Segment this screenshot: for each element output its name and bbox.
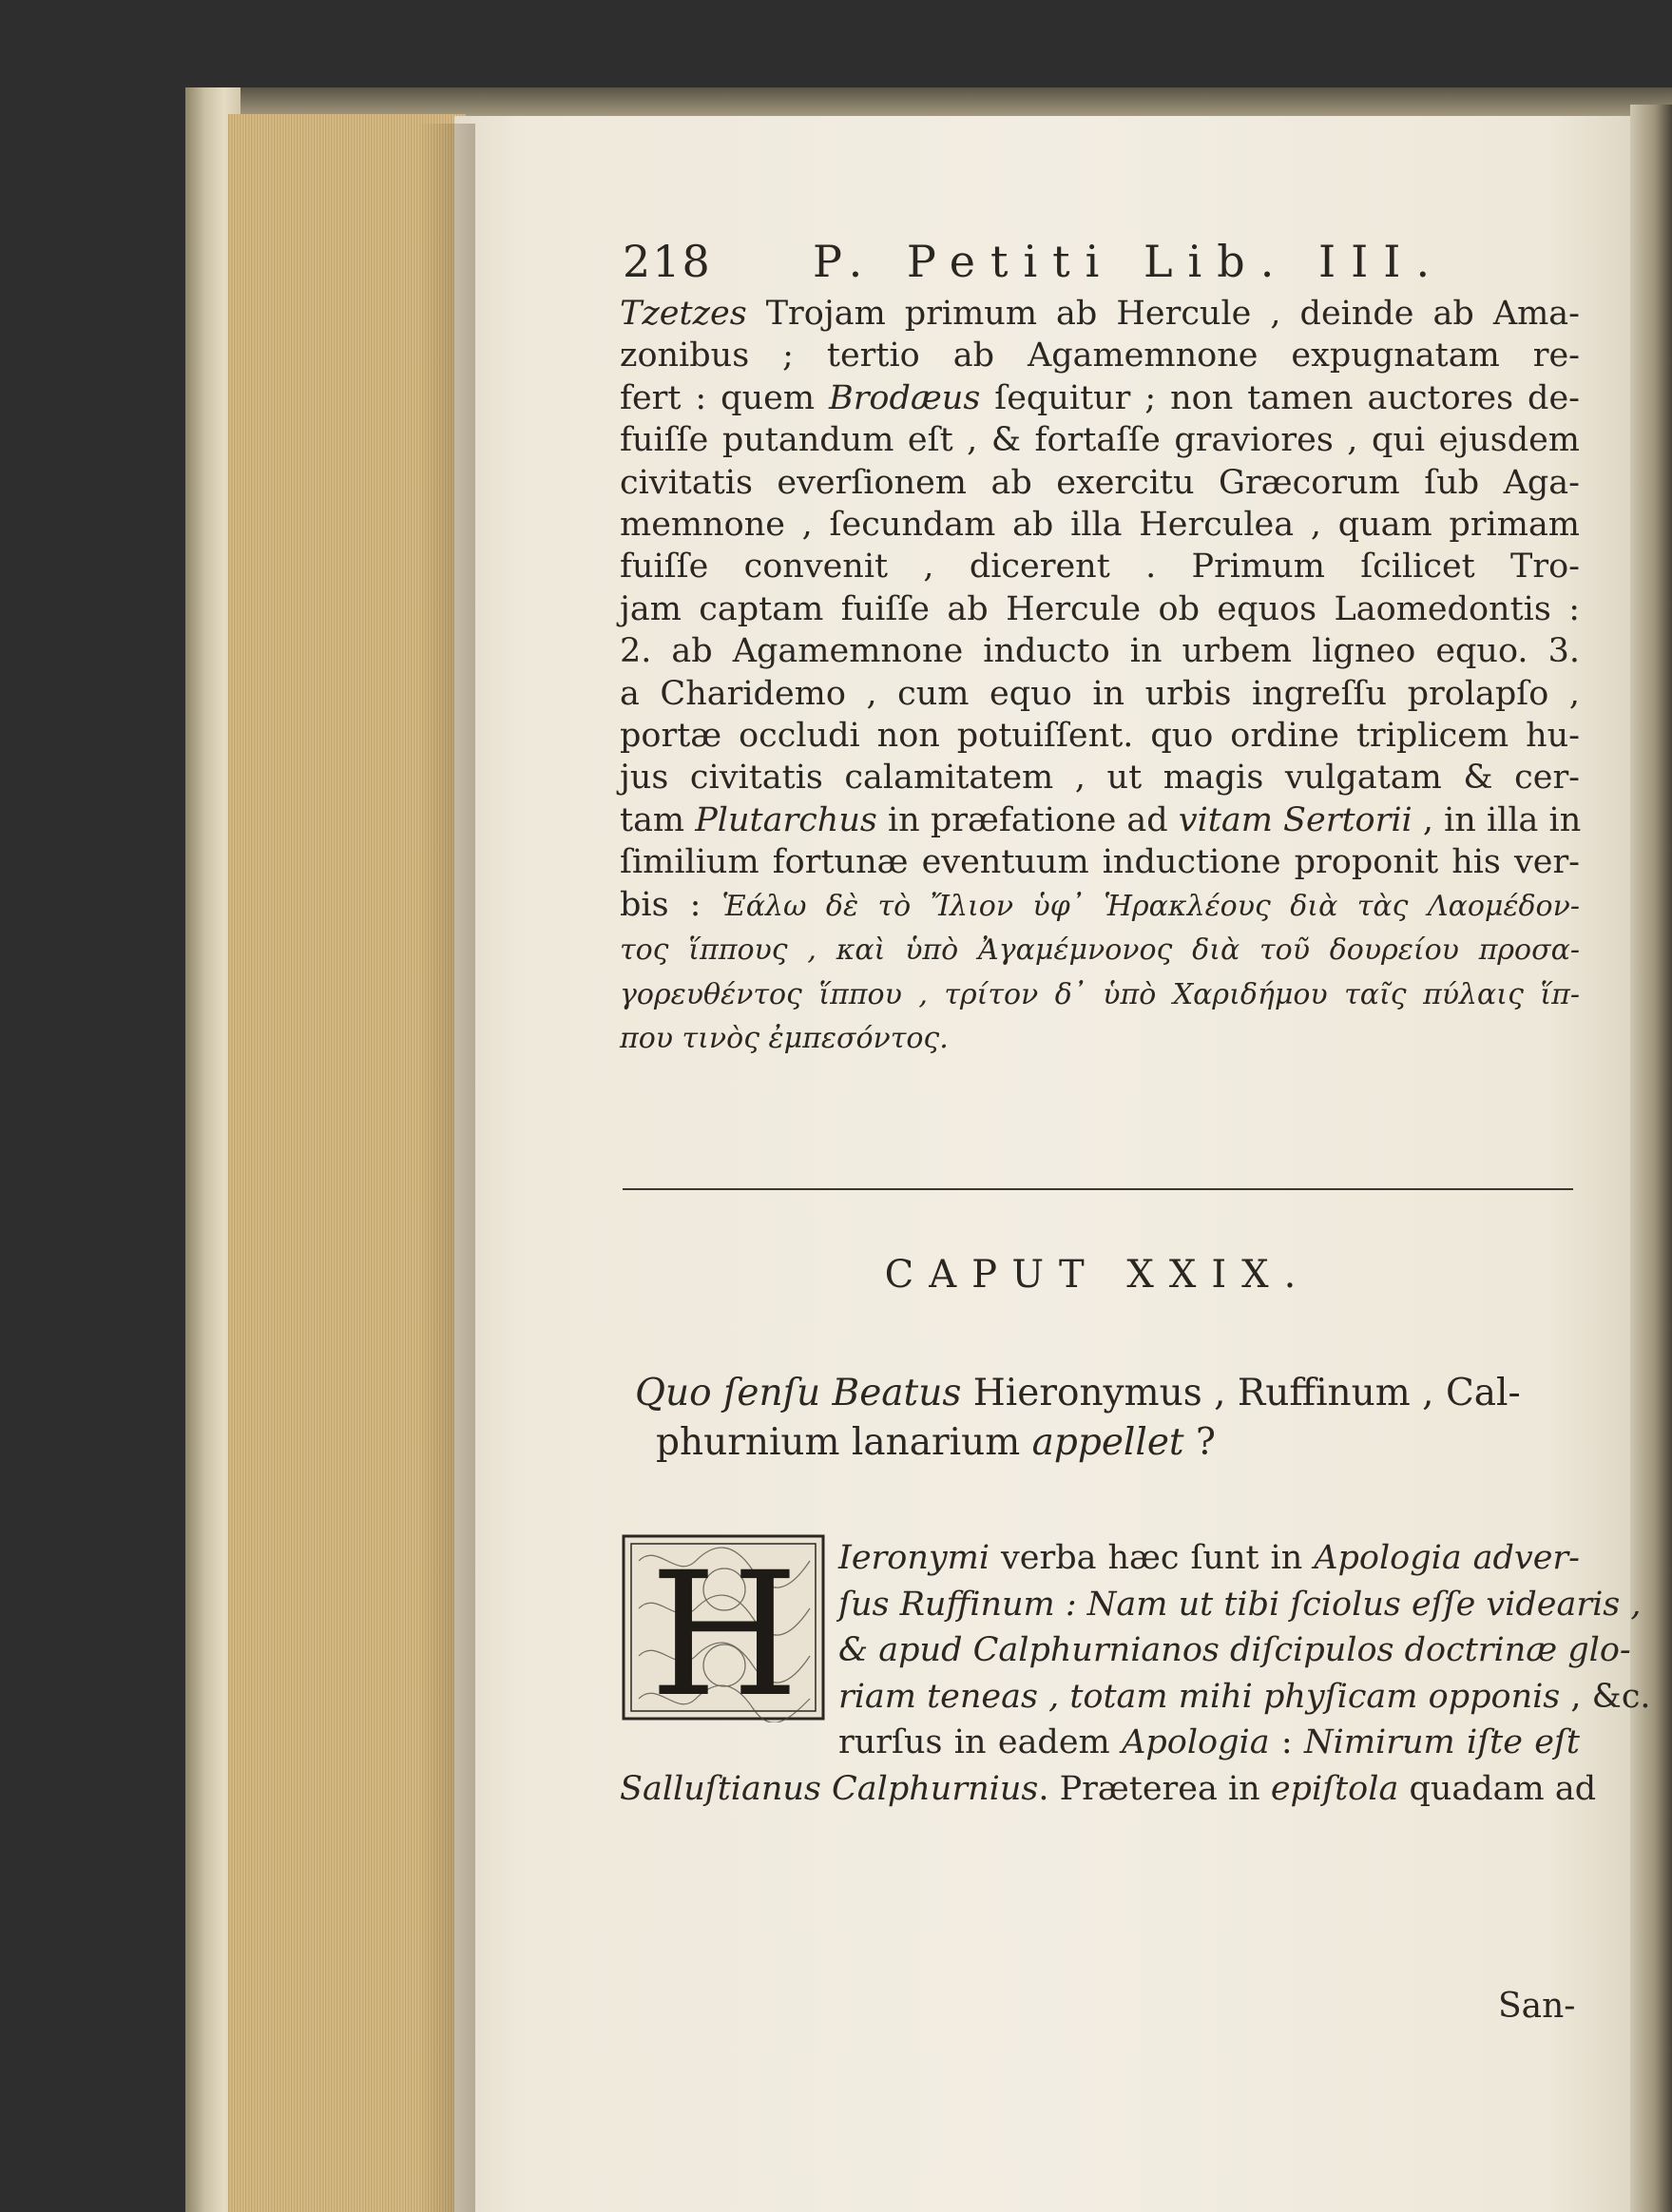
text-line: tam Plutarchus in præfatione ad vitam Sertorii , in illa in [620,800,1582,839]
body-text [620,293,1580,1060]
text-line: zonibus ; tertio ab Agamemnone expugnatam re- [620,337,1580,375]
text-line: που τινὸς ἐμπεσόντος. [620,1021,949,1055]
text-line: civitatis everſionem ab exercitu Græcorum ſub Aga- [620,463,1580,502]
section-rule [623,1188,1573,1190]
text-line: bis : Ἑάλω δὲ τὸ Ἴλιον ὑφ᾽ Ἡρακλέους διὰ τὰς Λαομέδον- [620,885,1580,924]
text-line: fuiſſe putandum eſt , & fortaſſe graviores , qui ejusdem [620,421,1580,460]
text-line: jam captam fuiſſe ab Hercule ob equos Laomedontis : [620,589,1580,628]
running-head [623,236,1583,293]
text-line: Tzetzes Trojam primum ab Hercule , deinde ab Ama- [620,295,1580,333]
text-line: Quo ſenſu Beatus Hieronymus , Ruffinum , Cal- [635,1372,1521,1414]
text-line: riam teneas , totam mihi phyſicam opponis , &c. [838,1677,1651,1716]
text-line: portæ occludi non potuiſſent. quo ordine triplicem hu- [620,717,1580,756]
catchword: San- [1498,1987,1576,2026]
text-line: Salluſtianus Calphurnius. Præterea in epiſtola quadam ad [620,1769,1597,1808]
initial-letter: H [649,1536,799,1722]
text-line: & apud Calphurnianos diſcipulos doctrinæ glo- [838,1631,1631,1669]
text-line: ſimilium fortunæ eventuum inductione proponit his ver- [620,843,1580,882]
text-line: phurnium lanarium appellet ? [656,1421,1216,1464]
text-line: fuiſſe convenit , dicerent . Primum ſcilicet Tro- [620,548,1580,587]
text-line: memnone , ſecundam ab illa Herculea , quam primam [620,506,1580,545]
facing-page-edge [1630,105,1672,2212]
gutter-shadow [418,124,475,2212]
text-line: τος ἵππους , καὶ ὑπὸ Ἀγαμέμνονος διὰ τοῦ δουρείου προσα- [620,933,1580,968]
text-line: ſus Ruffinum : Nam ut tibi ſciolus eſſe videaris , [838,1585,1642,1624]
text-line: fert : quem Brodæus ſequitur ; non tamen auctores de- [620,378,1580,417]
header-title: P. Petiti Lib. III. [813,236,1446,287]
chapter-question [635,1369,1576,1468]
text-line: Ieronymi verba hæc ſunt in Apologia adver- [838,1539,1580,1577]
page-number: 218 [623,236,712,287]
opening-paragraph [620,1535,1651,1812]
chapter-title: CAPUT XXIX. [884,1253,1312,1297]
text-line: rurſus in eadem Apologia : Nimirum iſte eſt [838,1723,1580,1761]
text-line: γορευθέντος ἵππου , τρίτον δ᾽ ὑπὸ Χαριδήμου ταῖς πύλαις ἵπ- [620,977,1580,1011]
text-line: a Charidemo , cum equo in urbis ingreſſu prolapſo , [620,674,1580,713]
text-line: 2. ab Agamemnone inducto in urbem ligneo equo. 3. [620,632,1580,671]
text-line: jus civitatis calamitatem , ut magis vulgatam & cer- [620,759,1580,798]
